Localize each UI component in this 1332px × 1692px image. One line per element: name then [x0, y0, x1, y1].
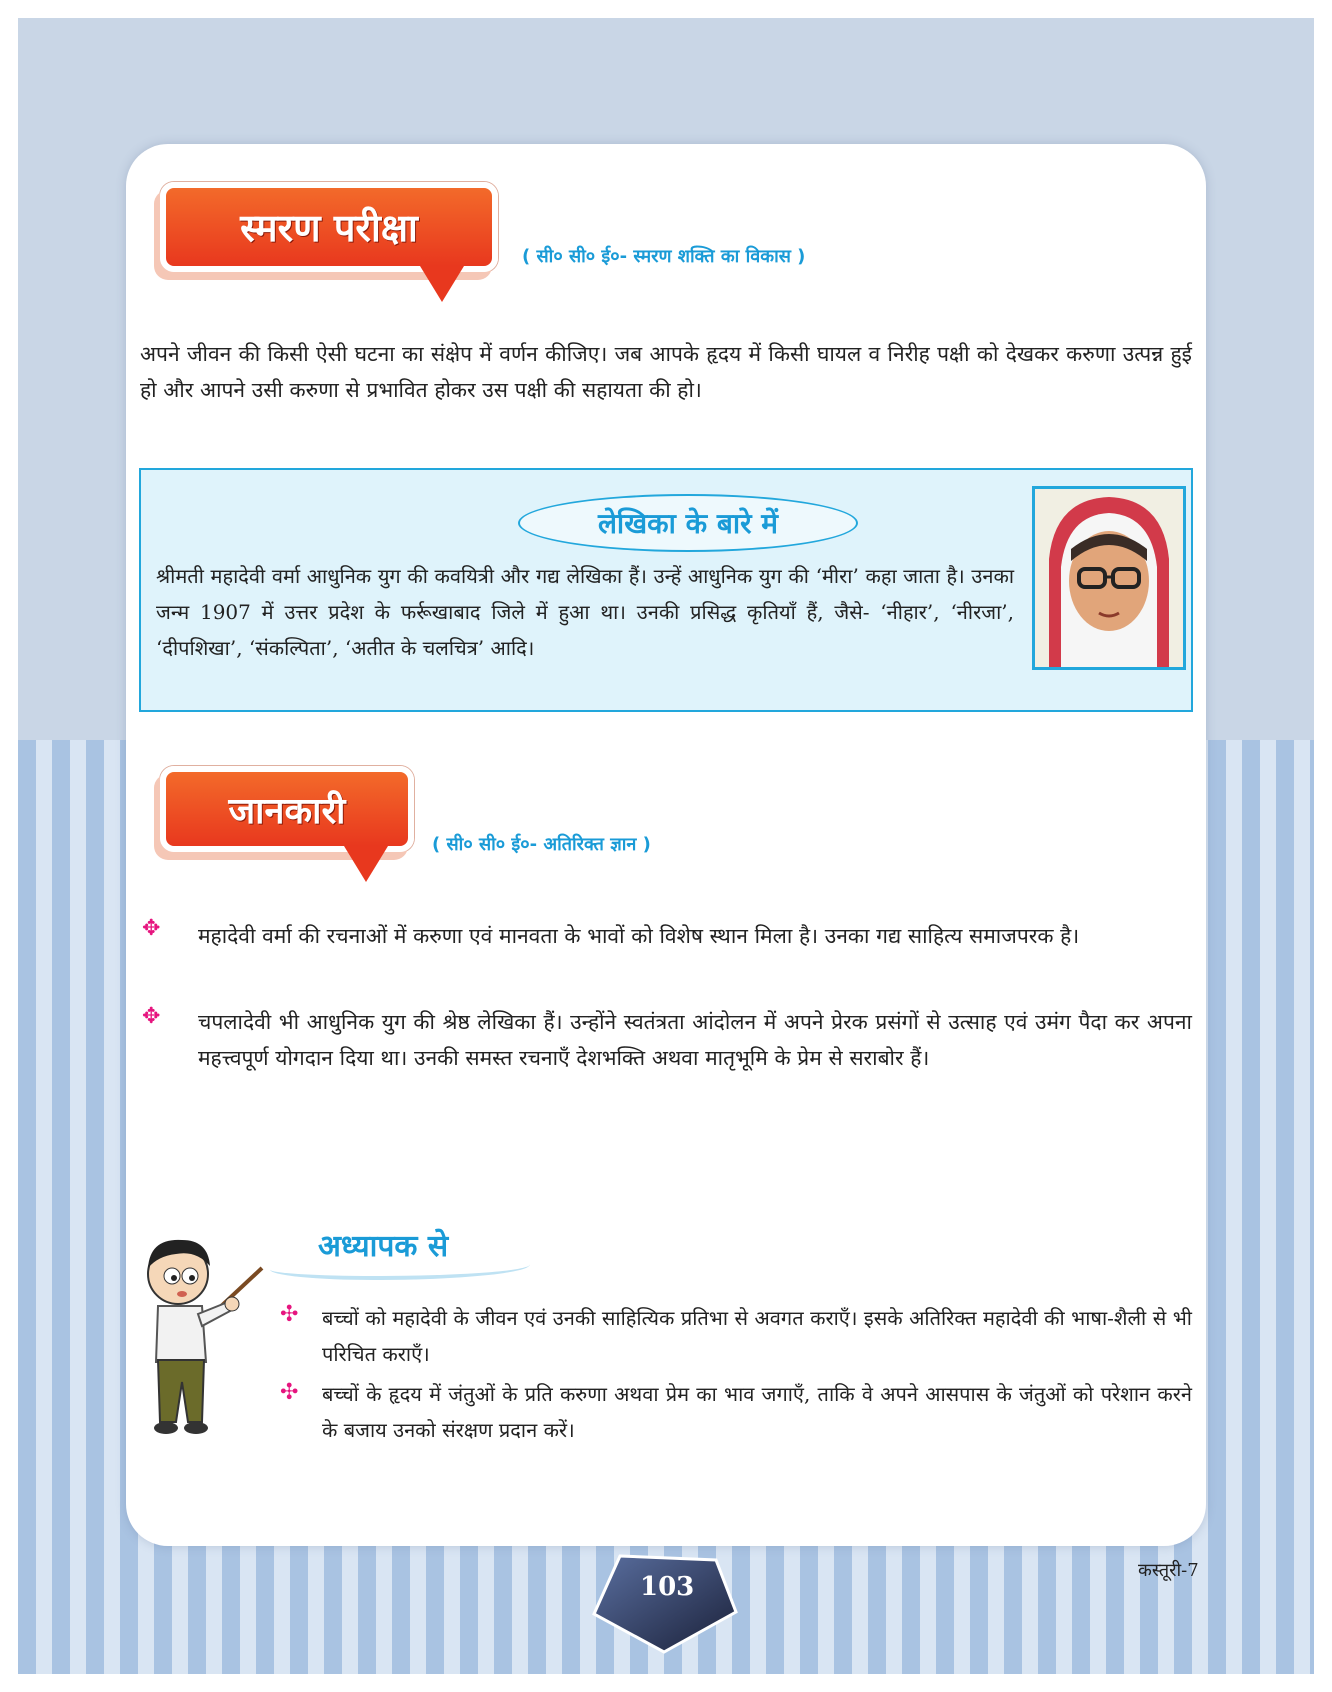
portrait-image: [1035, 489, 1183, 667]
bullet-icon: ✣: [280, 1380, 299, 1405]
banner-tail: [420, 266, 464, 302]
teacher-bullet-1: बच्चों को महादेवी के जीवन एवं उनकी साहित्यिक प्रतिभा से अवगत कराएँ। इसके अतिरिक्त महादेवी की भाषा-शैली से भी परिचित कराएँ।: [322, 1306, 1192, 1366]
section-tag: ( सी० सी० ई०- अतिरिक्त ज्ञान ): [432, 834, 651, 855]
section-banner-smaran-pariksha: [160, 182, 498, 272]
info-bullet-1: महादेवी वर्मा की रचनाओं में करुणा एवं मानवता के भावों को विशेष स्थान मिला है। उनका गद्य साहित्य समाजपरक है।: [198, 924, 1080, 948]
bullet-icon: ✣: [280, 1302, 299, 1327]
bullet-icon: ✥: [142, 916, 161, 941]
section-banner-jaankari: [160, 766, 414, 852]
teacher-boy-illustration: [136, 1232, 266, 1442]
section-title: जानकारी: [228, 789, 346, 832]
author-paragraph: श्रीमती महादेवी वर्मा आधुनिक युग की कवयित्री और गद्य लेखिका हैं। उन्हें आधुनिक युग की ‘मीरा’ कहा जाता है। उनका जन्म 1907 में उत्तर प्रदेश के फर्रूखाबाद जिले में हुआ था। उनकी प्रसिद्ध कृतियाँ हैं, जैसे- ‘नीहार’, ‘नीरजा’, ‘दीपशिखा’, ‘संकल्पिता’, ‘अतीत के चलचित्र’ आदि।: [156, 564, 1014, 660]
page-number: 103: [640, 1572, 695, 1602]
info-bullet-2: चपलादेवी भी आधुनिक युग की श्रेष्ठ लेखिका हैं। उन्होंने स्वतंत्रता आंदोलन में अपने प्रेरक प्रसंगों से उत्साह एवं उमंग पैदा कर अपना महत्त्वपूर्ण योगदान दिया था। उनकी समस्त रचनाएँ देशभक्ति अथवा मातृभूमि के प्रेम से सराबोर हैं।: [198, 1010, 1192, 1070]
bullet-icon: ✥: [142, 1004, 161, 1029]
question-paragraph: अपने जीवन की किसी ऐसी घटना का संक्षेप में वर्णन कीजिए। जब आपके हृदय में किसी घायल व निरीह पक्षी को देखकर करुणा उत्पन्न हुई हो और आपने उसी करुणा से प्रभावित होकर उस पक्षी की सहायता की हो।: [140, 342, 1192, 402]
author-box-heading-text: लेखिका के बारे में: [597, 507, 779, 540]
teacher-bullet-2: बच्चों के हृदय में जंतुओं के प्रति करुणा अथवा प्रेम का भाव जगाएँ, ताकि वे अपने आसपास के जंतुओं को परेशान करने के बजाय उनको संरक्षण प्रदान करें।: [322, 1382, 1192, 1442]
banner-tail: [344, 846, 388, 882]
author-box-heading: [518, 494, 858, 552]
section-title: स्मरण परीक्षा: [240, 205, 418, 250]
page-number-badge: [590, 1552, 740, 1656]
book-name: कस्तूरी-7: [1138, 1560, 1199, 1581]
author-portrait: [1032, 486, 1186, 670]
teacher-section-title: अध्यापक से: [318, 1229, 449, 1264]
section-tag: ( सी० सी० ई०- स्मरण शक्ति का विकास ): [522, 246, 806, 267]
